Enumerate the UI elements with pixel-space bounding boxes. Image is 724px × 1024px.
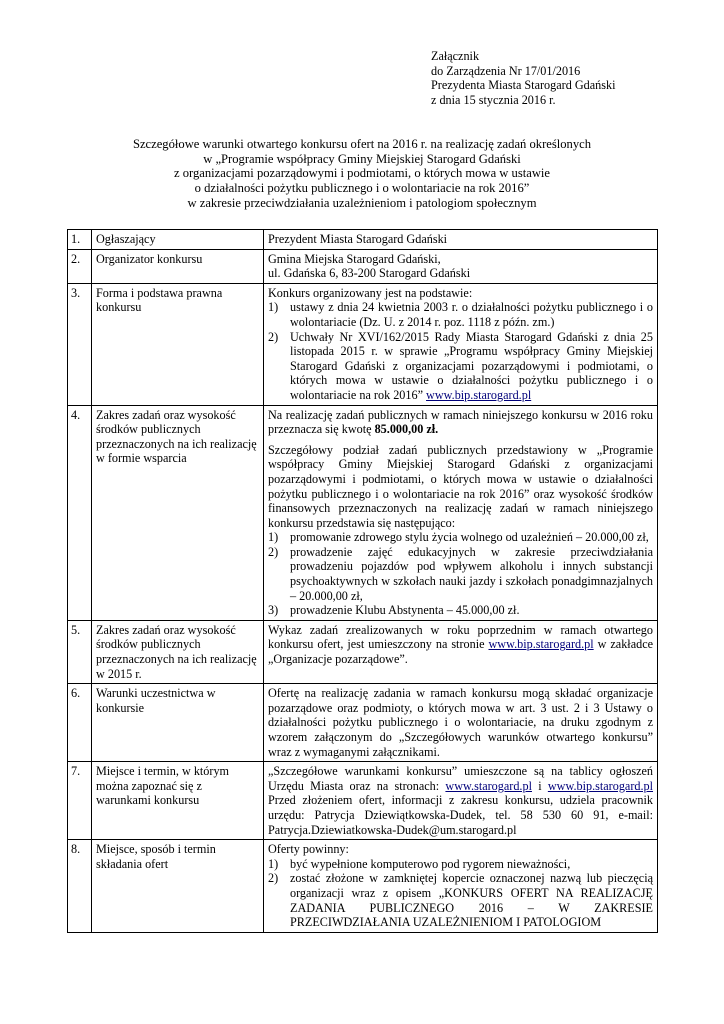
bip-link[interactable]: www.bip.starogard.pl xyxy=(488,637,594,652)
annex-line: Załącznik xyxy=(431,49,480,63)
previous-tasks-text: Wykaz zadań zrealizowanych w roku poprzednim w ramach otwartego konkursu ofert, jest umieszczony na stronie xyxy=(268,622,653,652)
list-marker: 2) xyxy=(268,329,279,344)
row-number: 3. xyxy=(68,283,92,405)
title-line: z organizacjami pozarządowymi i podmiotami, o których mowa w ustawie xyxy=(173,166,551,181)
row-value xyxy=(264,283,658,405)
table-row xyxy=(68,620,658,683)
row-label: Organizator konkursu xyxy=(92,249,264,283)
row-label: Miejsce i termin, w którym można zapoznać się z warunkami konkursu xyxy=(92,762,264,840)
allocation-list xyxy=(268,530,653,618)
list-item xyxy=(268,530,653,545)
list-marker: 3) xyxy=(268,603,279,618)
title-line: Szczegółowe warunki otwartego konkursu ofert na 2016 r. na realizację zadań określonych xyxy=(132,137,592,151)
row-value xyxy=(264,620,658,683)
legal-basis-list xyxy=(268,300,653,402)
row-number: 4. xyxy=(68,405,92,620)
offers-list xyxy=(268,857,653,930)
row-label: Miejsce, sposób i termin składania ofert xyxy=(92,840,264,933)
row-label: Zakres zadań oraz wysokość środków publicznych przeznaczonych na ich realizację w formie wsparcia xyxy=(92,405,264,620)
row-number: 2. xyxy=(68,249,92,283)
bip-link[interactable]: www.bip.starogard.pl xyxy=(426,387,532,402)
list-item xyxy=(268,330,653,403)
conditions-table xyxy=(67,229,658,933)
document-title xyxy=(60,137,664,211)
row-number: 6. xyxy=(68,684,92,762)
legal-basis-intro: Konkurs organizowany jest na podstawie: xyxy=(268,285,473,300)
funding-text: Na realizację zadań publicznych w ramach niniejszego konkursu w 2016 roku przeznacza się kwotę xyxy=(268,407,653,437)
list-item xyxy=(268,871,653,929)
row-value xyxy=(264,762,658,840)
row-number: 7. xyxy=(68,762,92,840)
list-marker: 1) xyxy=(268,856,279,871)
table-row xyxy=(68,405,658,620)
organizer-address: ul. Gdańska 6, 83-200 Starogard Gdański xyxy=(268,266,471,281)
offers-intro: Oferty powinny: xyxy=(268,842,349,857)
table-row xyxy=(68,249,658,283)
previous-tasks-tab: w zakładce „Organizacje pozarządowe”. xyxy=(268,637,654,667)
annex-line: z dnia 15 stycznia 2016 r. xyxy=(431,92,556,107)
list-marker: 2) xyxy=(268,871,279,886)
row-label: Zakres zadań oraz wysokość środków publicznych przeznaczonych na ich realizację w 2015 r. xyxy=(92,620,264,683)
list-item-text: promowanie zdrowego stylu życia wolnego od uzależnień – 20.000,00 zł, xyxy=(290,530,649,545)
list-item-text: zostać złożone w zamkniętej kopercie oznaczonej nazwą lub pieczęcią organizacji wraz z opisem „KONKURS OFERT NA REALIZACJĘ ZADANIA PUBLICZNEGO 2016 – W ZAKRESIE PRZECIWDZIAŁANIA UZALEŻNIENIOM I PATOLOGIOM xyxy=(290,871,653,930)
row-number: 1. xyxy=(68,230,92,250)
funding-paragraph xyxy=(268,408,653,437)
title-line: w zakresie przeciwdziałania uzależnieniom i patologiom społecznym xyxy=(187,195,537,210)
info-text: „Szczegółowe warunkami konkursu” umieszczone są na tablicy ogłoszeń Urzędu Miasta oraz na stronach: xyxy=(268,764,653,793)
annex-line: Prezydenta Miasta Starogard Gdański xyxy=(431,78,616,93)
bip-link[interactable]: www.bip.starogard.pl xyxy=(547,778,654,793)
row-value xyxy=(264,249,658,283)
row-number: 5. xyxy=(68,620,92,683)
row-label: Warunki uczestnictwa w konkursie xyxy=(92,684,264,762)
list-marker: 2) xyxy=(268,544,279,559)
title-line: w „Programie współpracy Gminy Miejskiej Starogard Gdański xyxy=(203,151,521,166)
row-number: 8. xyxy=(68,840,92,933)
funding-amount: 85.000,00 zł. xyxy=(374,422,439,437)
allocation-paragraph: Szczegółowy podział zadań publicznych przedstawiony w „Programie współpracy Gminy Miejskiej Starogard Gdański z organizacjami pozarządowymi i podmiotami, o których mowa w ustawie o działalności pożytku publicznego i o wolontariacie na rok 2016” oraz wysokość środków finansowych przeznaczonych na realizację zadań w ramach niniejszego konkursu przedstawia się następująco: xyxy=(268,442,653,530)
list-item-text: być wypełnione komputerowo pod rygorem nieważności, xyxy=(290,856,571,871)
row-label: Ogłaszający xyxy=(92,230,264,250)
list-item xyxy=(268,603,653,618)
table-row xyxy=(68,283,658,405)
list-item xyxy=(268,545,653,603)
row-value: Ofertę na realizację zadania w ramach konkursu mogą składać organizacje pozarządowe oraz podmioty, o których mowa w art. 3 ust. 2 i 3 Ustawy o działalności pożytku publicznego i o wolontariacie, na druku zgodnym z wzorem załączonym do „Szczegółowych warunków otwartego konkursu” wraz z wymaganymi załącznikami. xyxy=(264,684,658,762)
list-marker: 1) xyxy=(268,530,279,545)
table-row xyxy=(68,230,658,250)
annex-line: do Zarządzenia Nr 17/01/2016 xyxy=(431,63,581,78)
table-row xyxy=(68,762,658,840)
list-item-text: prowadzenie zajęć edukacyjnych w zakresie przeciwdziałania prowadzeniu pojazdów pod wpływem alkoholu i innych substancji psychoaktywnych w szkołach nauki jazdy i szkołach ponadgimnazjalnych – 20.000,00 zł, xyxy=(290,544,653,603)
list-item-text: ustawy z dnia 24 kwietnia 2003 r. o działalności pożytku publicznego i o wolontariacie (Dz. U. z 2014 r. poz. 1118 z późn. zm.) xyxy=(290,300,653,329)
annex-header xyxy=(431,49,615,107)
starogard-link[interactable]: www.starogard.pl xyxy=(445,778,532,793)
info-and: i xyxy=(538,778,542,793)
organizer-name: Gmina Miejska Starogard Gdański, xyxy=(268,251,441,266)
list-item-text: prowadzenie Klubu Abstynenta – 45.000,00 zł. xyxy=(290,603,520,618)
contact-text: Przed złożeniem ofert, informacji z zakresu konkursu, udziela pracownik urzędu: Patrycja Dziewiątkowska-Dudek, tel. 58 530 60 91, e-mail: Patrycja.Dziewiatkowska-Dudek@um.starogard.pl xyxy=(268,793,653,837)
row-value xyxy=(264,840,658,933)
list-marker: 1) xyxy=(268,300,279,315)
list-item xyxy=(268,300,653,329)
row-value xyxy=(264,405,658,620)
table-row xyxy=(68,840,658,933)
row-label: Forma i podstawa prawna konkursu xyxy=(92,283,264,405)
list-item xyxy=(268,857,653,872)
title-line: o działalności pożytku publicznego i o wolontariacie na rok 2016” xyxy=(194,181,530,196)
list-item-text: Uchwały Nr XVI/162/2015 Rady Miasta Starogard Gdański z dnia 25 listopada 2015 r. w sprawie „Programu współpracy Gminy Miejskiej Starogard Gdański z organizacjami pozarządowymi i podmiotami, o których mowa w ustawie o działalności pożytku publicznego i o wolontariacie na rok 2016” xyxy=(290,329,653,402)
table-row xyxy=(68,684,658,762)
row-value: Prezydent Miasta Starogard Gdański xyxy=(264,230,658,250)
